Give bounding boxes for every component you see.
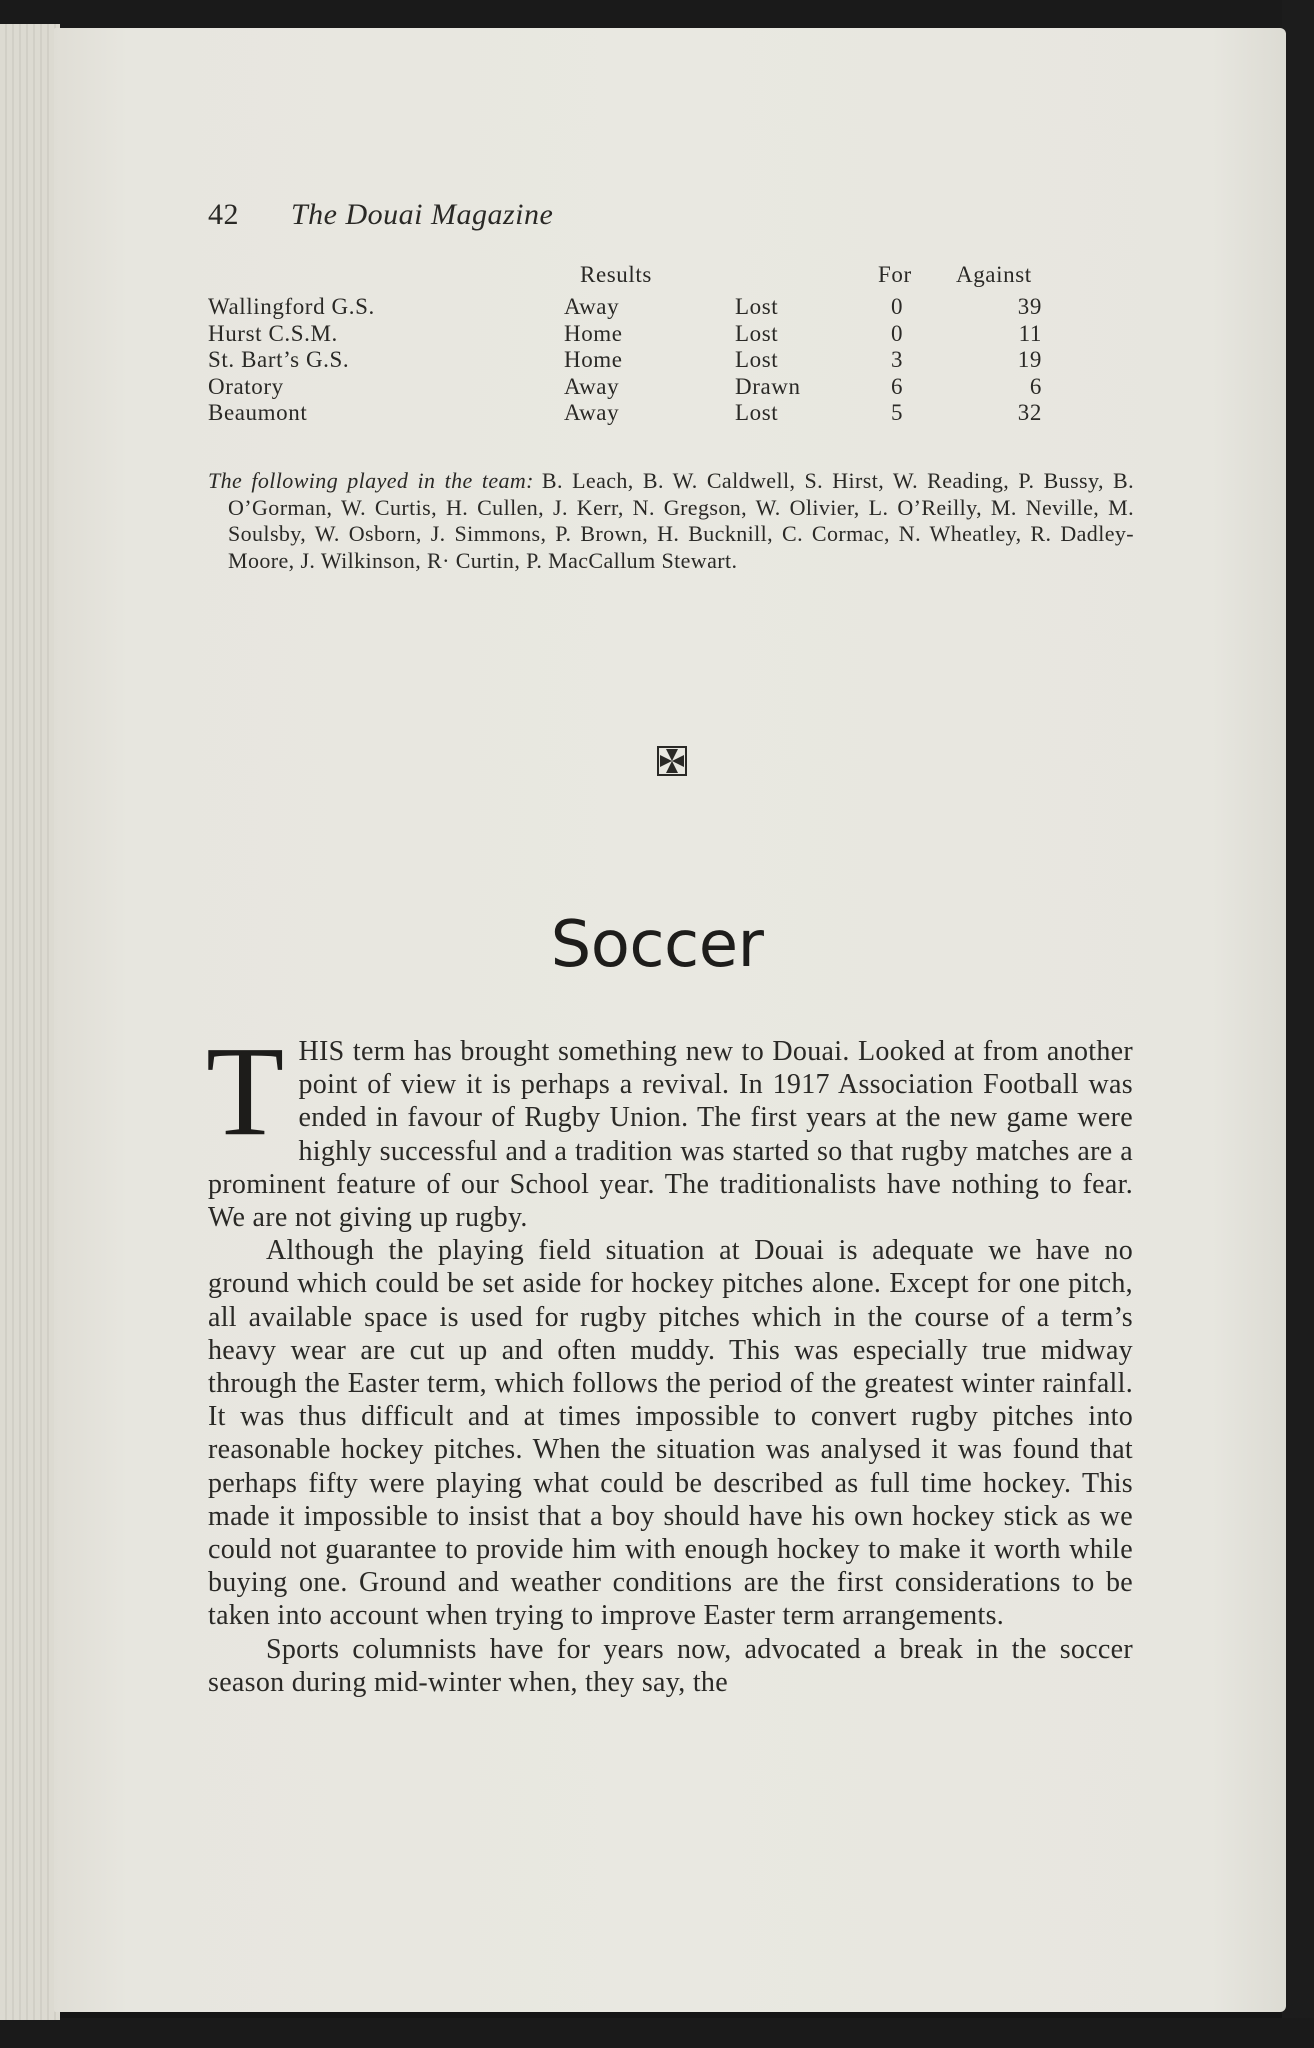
team-list-names: B. Leach, B. W. Caldwell, S. Hirst, W. Reading, P. Bussy, B. O’Gorman, W. Curtis, H. Cullen, J. Kerr, N. Gregson, W. Olivier, L. O’Reilly, M. Neville, M. Soulsby, W. Osborn, J. Simmons, P. Brown, H. Bucknill, C. Cormac, N. Wheatley, R. Dadley-Moore, J. Wilkinson, R· Curtin, P. MacCallum Stewart. bbox=[228, 468, 1135, 573]
team-cell: Wallingford G.S. bbox=[208, 294, 375, 319]
team-list-lead: The following played in the team: bbox=[208, 468, 534, 493]
header-results: Results bbox=[580, 262, 652, 287]
cross-pattee-icon bbox=[657, 746, 687, 776]
paragraph-2: Although the playing field situation at Douai is adequate we have no ground which could be set aside for hockey pitches alone. Except for one pitch, all available space is used for rugby pitches which in the course of a term’s heavy wear are cut up and often muddy. This was especially true midway through the Easter term, which follows the period of the greatest winter rainfall. It was thus difficult and at times impossible to convert rugby pitches into reasonable hockey pitches. When the situation was analysed it was found that perhaps fifty were playing what could be described as full time hockey. This made it impossible to insist that a boy should have his own hockey stick as we could not guarantee to provide him with enough hockey to make it worth while buying one. Ground and weather conditions are the first considerations to be taken into account when trying to improve Easter term arrangements. bbox=[208, 1235, 1133, 1632]
result-cell: Drawn bbox=[735, 373, 801, 399]
against-cell: 32 bbox=[1017, 400, 1042, 425]
result-cell: Lost bbox=[735, 320, 779, 346]
venue-cell: Home bbox=[564, 347, 623, 372]
for-cell: 3 bbox=[891, 347, 904, 372]
table-row bbox=[208, 347, 1068, 374]
table-row bbox=[208, 374, 1068, 401]
for-cell: 6 bbox=[891, 373, 904, 399]
table-row bbox=[208, 321, 1068, 348]
against-cell: 6 bbox=[1029, 373, 1042, 399]
results-header-row bbox=[208, 262, 1068, 294]
team-cell: St. Bart’s G.S. bbox=[208, 347, 350, 372]
article-heading: Soccer bbox=[550, 908, 764, 982]
result-cell: Lost bbox=[735, 294, 779, 319]
venue-cell: Away bbox=[564, 400, 620, 425]
team-cell: Beaumont bbox=[208, 400, 308, 425]
header-for: For bbox=[878, 262, 912, 287]
drop-cap: T bbox=[206, 1020, 285, 1162]
table-row bbox=[208, 400, 1068, 427]
for-cell: 0 bbox=[891, 320, 904, 346]
results-table bbox=[208, 262, 1068, 427]
paragraph-1 bbox=[206, 1020, 1133, 1234]
for-cell: 0 bbox=[891, 294, 904, 319]
against-cell: 39 bbox=[1017, 294, 1042, 319]
team-list bbox=[208, 468, 1134, 574]
result-cell: Lost bbox=[735, 400, 779, 425]
for-cell: 5 bbox=[891, 400, 904, 425]
book-edge-top bbox=[0, 0, 1314, 30]
table-row bbox=[208, 294, 1068, 321]
venue-cell: Away bbox=[564, 294, 620, 319]
running-head bbox=[208, 198, 553, 232]
venue-cell: Home bbox=[564, 320, 623, 346]
paragraph-1-text: HIS term has brought something new to Douai. Looked at from another point of view it is perhaps a revival. In 1917 Association Football was ended in favour of Rugby Union. The first years at the new game were highly successful and a tradition was started so that rugby matches are a prominent feature of our School year. The traditionalists have nothing to fear. We are not giving up rugby. bbox=[208, 1036, 1133, 1234]
against-cell: 19 bbox=[1017, 347, 1042, 372]
team-cell: Hurst C.S.M. bbox=[208, 320, 338, 346]
venue-cell: Away bbox=[564, 373, 620, 399]
article-body bbox=[206, 1020, 1133, 1699]
publication-title: The Douai Magazine bbox=[291, 198, 554, 231]
result-cell: Lost bbox=[735, 347, 779, 372]
page-stack-edges bbox=[0, 24, 60, 2020]
header-against: Against bbox=[956, 262, 1032, 287]
against-cell: 11 bbox=[1018, 320, 1042, 346]
page-number: 42 bbox=[208, 198, 239, 231]
team-cell: Oratory bbox=[208, 373, 284, 399]
paragraph-3: Sports columnists have for years now, advocated a break in the soccer season during mid-winter when, they say, the bbox=[208, 1633, 1133, 1698]
book-edge-bottom bbox=[0, 2018, 1314, 2048]
book-edge-right bbox=[1282, 0, 1314, 2048]
